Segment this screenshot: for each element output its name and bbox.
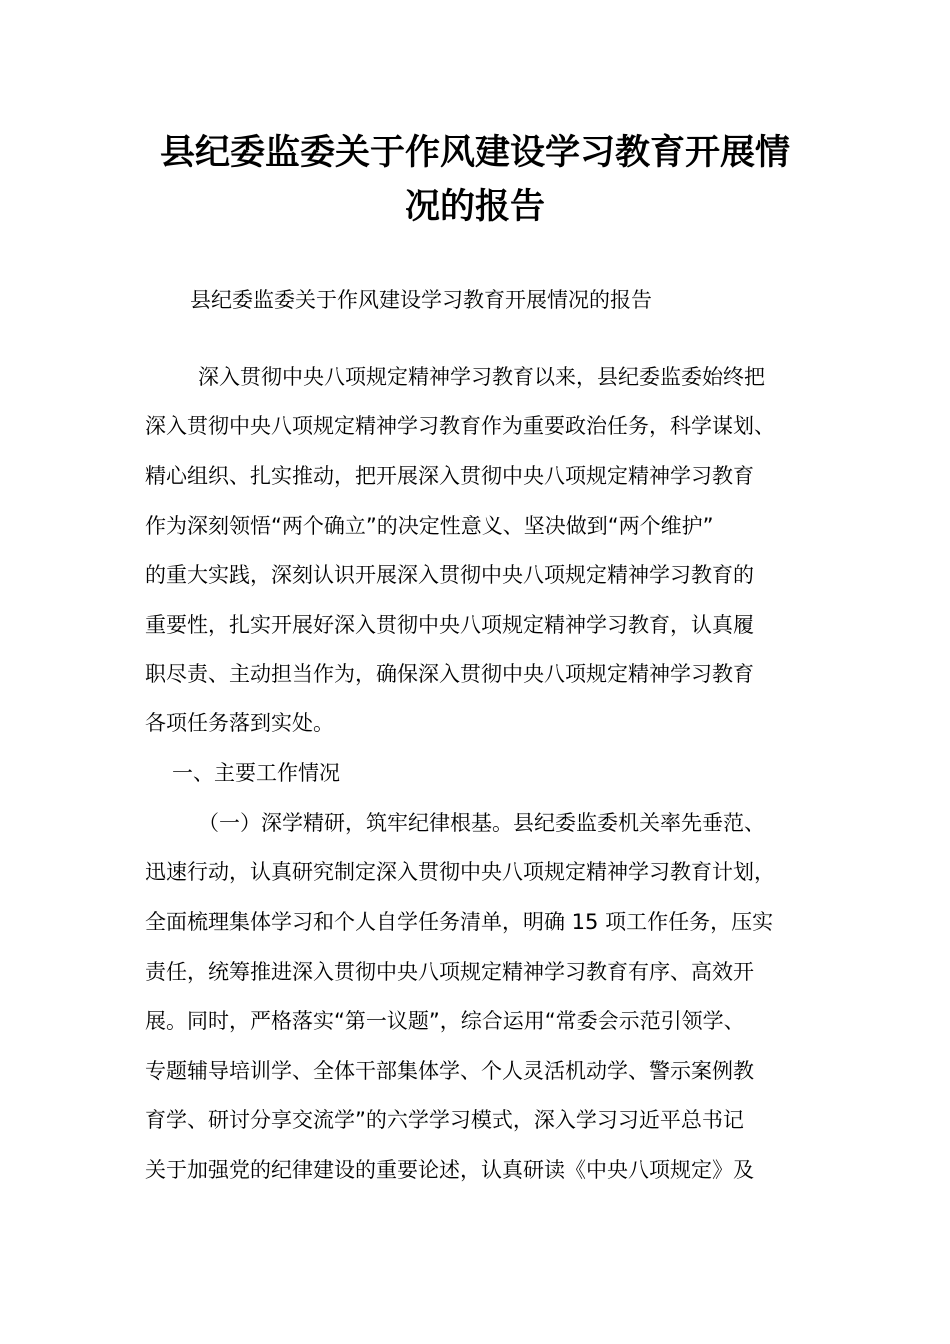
title-line-2: 况的报告 — [404, 187, 545, 227]
section-heading: 一、主要工作情况 — [172, 761, 340, 785]
paragraph-line: 职尽责、主动担当作为，确保深入贯彻中央八项规定精神学习教育 — [145, 662, 754, 686]
paragraph-line: 精心组织、扎实推动，把开展深入贯彻中央八项规定精神学习教育 — [145, 464, 754, 488]
paragraph-line: 关于加强党的纪律建设的重要论述，认真研读《中央八项规定》及 — [145, 1158, 754, 1182]
paragraph-line: （一）深学精研，筑牢纪律根基。县纪委监委机关率先垂范、 — [198, 811, 765, 835]
title-line-1: 县纪委监委关于作风建设学习教育开展情 — [159, 133, 790, 173]
document-subtitle: 县纪委监委关于作风建设学习教育开展情况的报告 — [190, 288, 652, 312]
document-title — [0, 126, 950, 234]
paragraph-line: 专题辅导培训学、全体干部集体学、个人灵活机动学、警示案例教 — [145, 1059, 754, 1083]
paragraph-line: 重要性，扎实开展好深入贯彻中央八项规定精神学习教育，认真履 — [145, 613, 754, 637]
paragraph-line: 深入贯彻中央八项规定精神学习教育以来，县纪委监委始终把 — [198, 365, 765, 389]
paragraph-line: 育学、研讨分享交流学”的六学学习模式，深入学习习近平总书记 — [145, 1108, 744, 1132]
paragraph-line: 作为深刻领悟“两个确立”的决定性意义、坚决做到“两个维护” — [145, 514, 714, 538]
paragraph-line: 深入贯彻中央八项规定精神学习教育作为重要政治任务，科学谋划、 — [145, 414, 775, 438]
paragraph-line: 的重大实践，深刻认识开展深入贯彻中央八项规定精神学习教育的 — [145, 563, 754, 587]
paragraph-line: 责任，统筹推进深入贯彻中央八项规定精神学习教育有序、高效开 — [145, 960, 754, 984]
paragraph-line: 全面梳理集体学习和个人自学任务清单，明确 15 项工作任务，压实 — [145, 910, 774, 934]
paragraph-line: 各项任务落到实处。 — [145, 711, 334, 735]
paragraph-line: 迅速行动，认真研究制定深入贯彻中央八项规定精神学习教育计划， — [145, 860, 775, 884]
paragraph-line: 展。同时，严格落实“第一议题”，综合运用“常委会示范引领学、 — [145, 1009, 745, 1033]
